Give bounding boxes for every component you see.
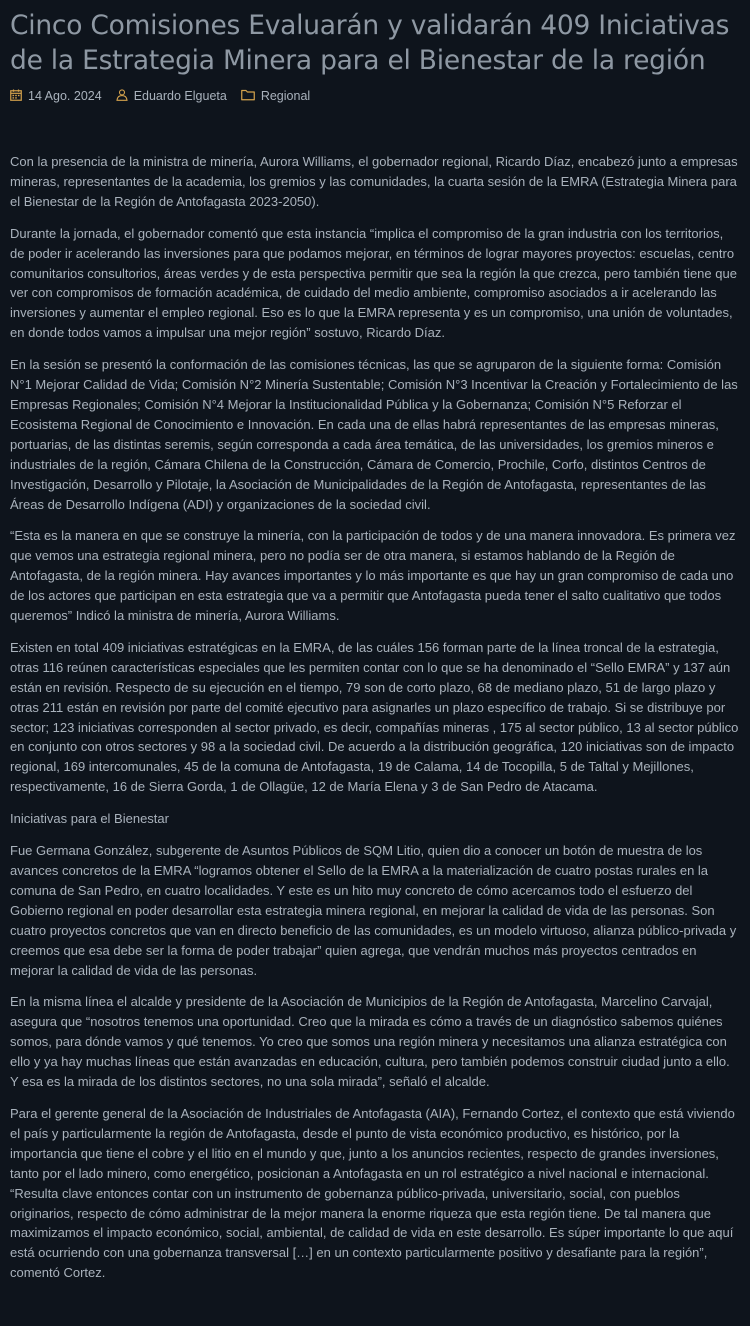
meta-category[interactable]	[241, 89, 310, 104]
category-link[interactable]: Regional	[260, 89, 311, 103]
meta-author[interactable]	[116, 89, 227, 104]
article-title: Cinco Comisiones Evaluarán y validarán 409 Iniciativas de la Estrategia Minera para el Bienestar de la región	[10, 10, 730, 76]
paragraph: Para el gerente general de la Asociación de Industriales de Antofagasta (AIA), Fernando Cortez, el contexto que está viviendo el país y particularmente la región de Antofagasta, desde el punto de vista económico productivo, es histórico, por la importancia que tiene el cobre y el litio en el mundo y que, junto a los anuncios recientes, respecto de grandes inversiones, tanto por el lado minero, como energético, posicionan a Antofagasta en un rol estratégico a nivel nacional e internacional. “Resulta clave entonces contar con un instrumento de gobernanza público-privada, universitario, social, con pueblos originarios, respecto de cómo administrar de la mejor manera la enorme riqueza que esta región tiene. De tal manera que maximizamos el impacto económico, social, ambiental, de calidad de vida en este desarrollo. Es súper importante lo que aquí está ocurriendo con una gobernanza transversal […] en un contexto particularmente positivo y desafiante para la región”, comentó Cortez.	[10, 1105, 735, 1281]
paragraph: “Esta es la manera en que se construye la minería, con la participación de todos y de una manera innovadora. Es primera vez que vemos una estrategia regional minera, pero no podía ser de otra manera, si estamos hablando de la Región de Antofagasta, de la región minera. Hay avances importantes y lo más importante es que hay un gran compromiso de cada uno de los actores que participan en esta estrategia que va a permitir que Antofagasta pueda tener el salto cualitativo que todos queremos” Indicó la ministra de minería, Aurora Williams.	[10, 528, 736, 624]
calendar-icon	[10, 89, 28, 104]
paragraph: Con la presencia de la ministra de minería, Aurora Williams, el gobernador regional, Ricardo Díaz, encabezó junto a empresas mineras, representantes de la academia, los gremios y las comunidades, la cuarta sesión de la EMRA (Estrategia Minera para el Bienestar de la Región de Antofagasta 2023-2050).	[10, 154, 738, 209]
section-subheading: Iniciativas para el Bienestar	[10, 811, 169, 827]
paragraph: Fue Germana González, subgerente de Asuntos Públicos de SQM Litio, quien dio a conocer un botón de muestra de los avances concretos de la EMRA “logramos obtener el Sello de la EMRA a la materialización de cuatro postas rurales en la comuna de San Pedro, en cuatro localidades. Y este es un hito muy concreto de cómo acercamos todo el esfuerzo del Gobierno regional en poder desarrollar esta estrategia minera regional, en mejorar la calidad de vida de las personas. Son cuatro proyectos concretos que van en directo beneficio de las comunidades, es un modelo virtuoso, alianza público-privada y creemos que esa debe ser la forma de poder trabajar” quien agrega, que vendrán muchos más proyectos centrados en mejorar la calidad de vida de las personas.	[10, 843, 737, 978]
date-text: 14 Ago. 2024	[28, 89, 102, 103]
folder-icon	[241, 89, 261, 104]
article-meta	[10, 88, 740, 104]
article-body	[10, 152, 740, 1283]
paragraph: Existen en total 409 iniciativas estratégicas en la EMRA, de las cuáles 156 forman parte de la línea troncal de la estrategia, otras 116 reúnen características especiales que les permiten contar con lo que se ha denominado el “Sello EMRA” y 137 aún están en revisión. Respecto de su ejecución en el tiempo, 79 son de corto plazo, 68 de mediano plazo, 51 de largo plazo y otras 211 están en revisión por parte del comité ejecutivo para asignarles un plazo específico de trabajo. Si se distribuye por sector; 123 iniciativas corresponden al sector privado, es decir, compañías mineras , 175 al sector público, 13 al sector público en conjunto con otros sectores y 98 a la sociedad civil. De acuerdo a la distribución geográfica, 120 iniciativas son de impacto regional, 169 intercomunales, 45 de la comuna de Antofagasta, 19 de Calama, 14 de Tocopilla, 5 de Taltal y Mejillones, respectivamente, 16 de Sierra Gorda, 1 de Ollagüe, 12 de María Elena y 3 de San Pedro de Atacama.	[10, 639, 739, 795]
meta-date	[10, 89, 102, 104]
paragraph: En la misma línea el alcalde y presidente de la Asociación de Municipios de la Región de Antofagasta, Marcelino Carvajal, asegura que “nosotros tenemos una oportunidad. Creo que la mirada es cómo a través de un diagnóstico sabemos quiénes somos, para dónde vamos y qué tenemos. Yo creo que somos una región minera y necesitamos una alianza estratégica con ello y ya hay muchas líneas que están avanzadas en educación, cultura, pero también podemos construir ciudad junto a ello. Y esa es la mirada de los distintos sectores, no una sola mirada”, señaló el alcalde.	[10, 994, 730, 1090]
user-icon	[116, 89, 134, 104]
paragraph: En la sesión se presentó la conformación de las comisiones técnicas, las que se agruparon de la siguiente forma: Comisión N°1 Mejorar Calidad de Vida; Comisión N°2 Minería Sustentable; Comisión N°3 Incentivar la Creación y Fortalecimiento de las Empresas Regionales; Comisión N°4 Mejorar la Institucionalidad Pública y la Gobernanza; Comisión N°5 Reforzar el Ecosistema Regional de Conocimiento e Innovación. En cada una de ellas habrá representantes de las empresas mineras, portuarias, de las distintas seremis, según corresponda a cada área temática, de las universidades, los gremios mineros e industriales de la región, Cámara Chilena de la Construcción, Cámara de Comercio, Prochile, Corfo, distintos Centros de Investigación, Desarrollo y Pilotaje, la Asociación de Municipalidades de la Región de Antofagasta, representantes de las Áreas de Desarrollo Indígena (ADI) y organizaciones de la sociedad civil.	[10, 357, 738, 512]
paragraph: Durante la jornada, el gobernador comentó que esta instancia “implica el compromiso de la gran industria con los territorios, de poder ir acelerando las inversiones para que podamos mejorar, en términos de lograr mayores proyectos: escuelas, centro comunitarios consultorios, áreas verdes y de esta perspectiva permitir que sea la región la que crezca, pero también tiene que ver con compromisos de formación académica, de cuidado del medio ambiente, compromiso asociados a ir acelerando las inversiones y aumentar el empleo regional. Eso es lo que la EMRA representa y es un compromiso, una unión de voluntades, en donde todos vamos a impulsar una mejor región” sostuvo, Ricardo Díaz.	[10, 225, 737, 341]
author-link[interactable]: Eduardo Elgueta	[133, 89, 227, 103]
